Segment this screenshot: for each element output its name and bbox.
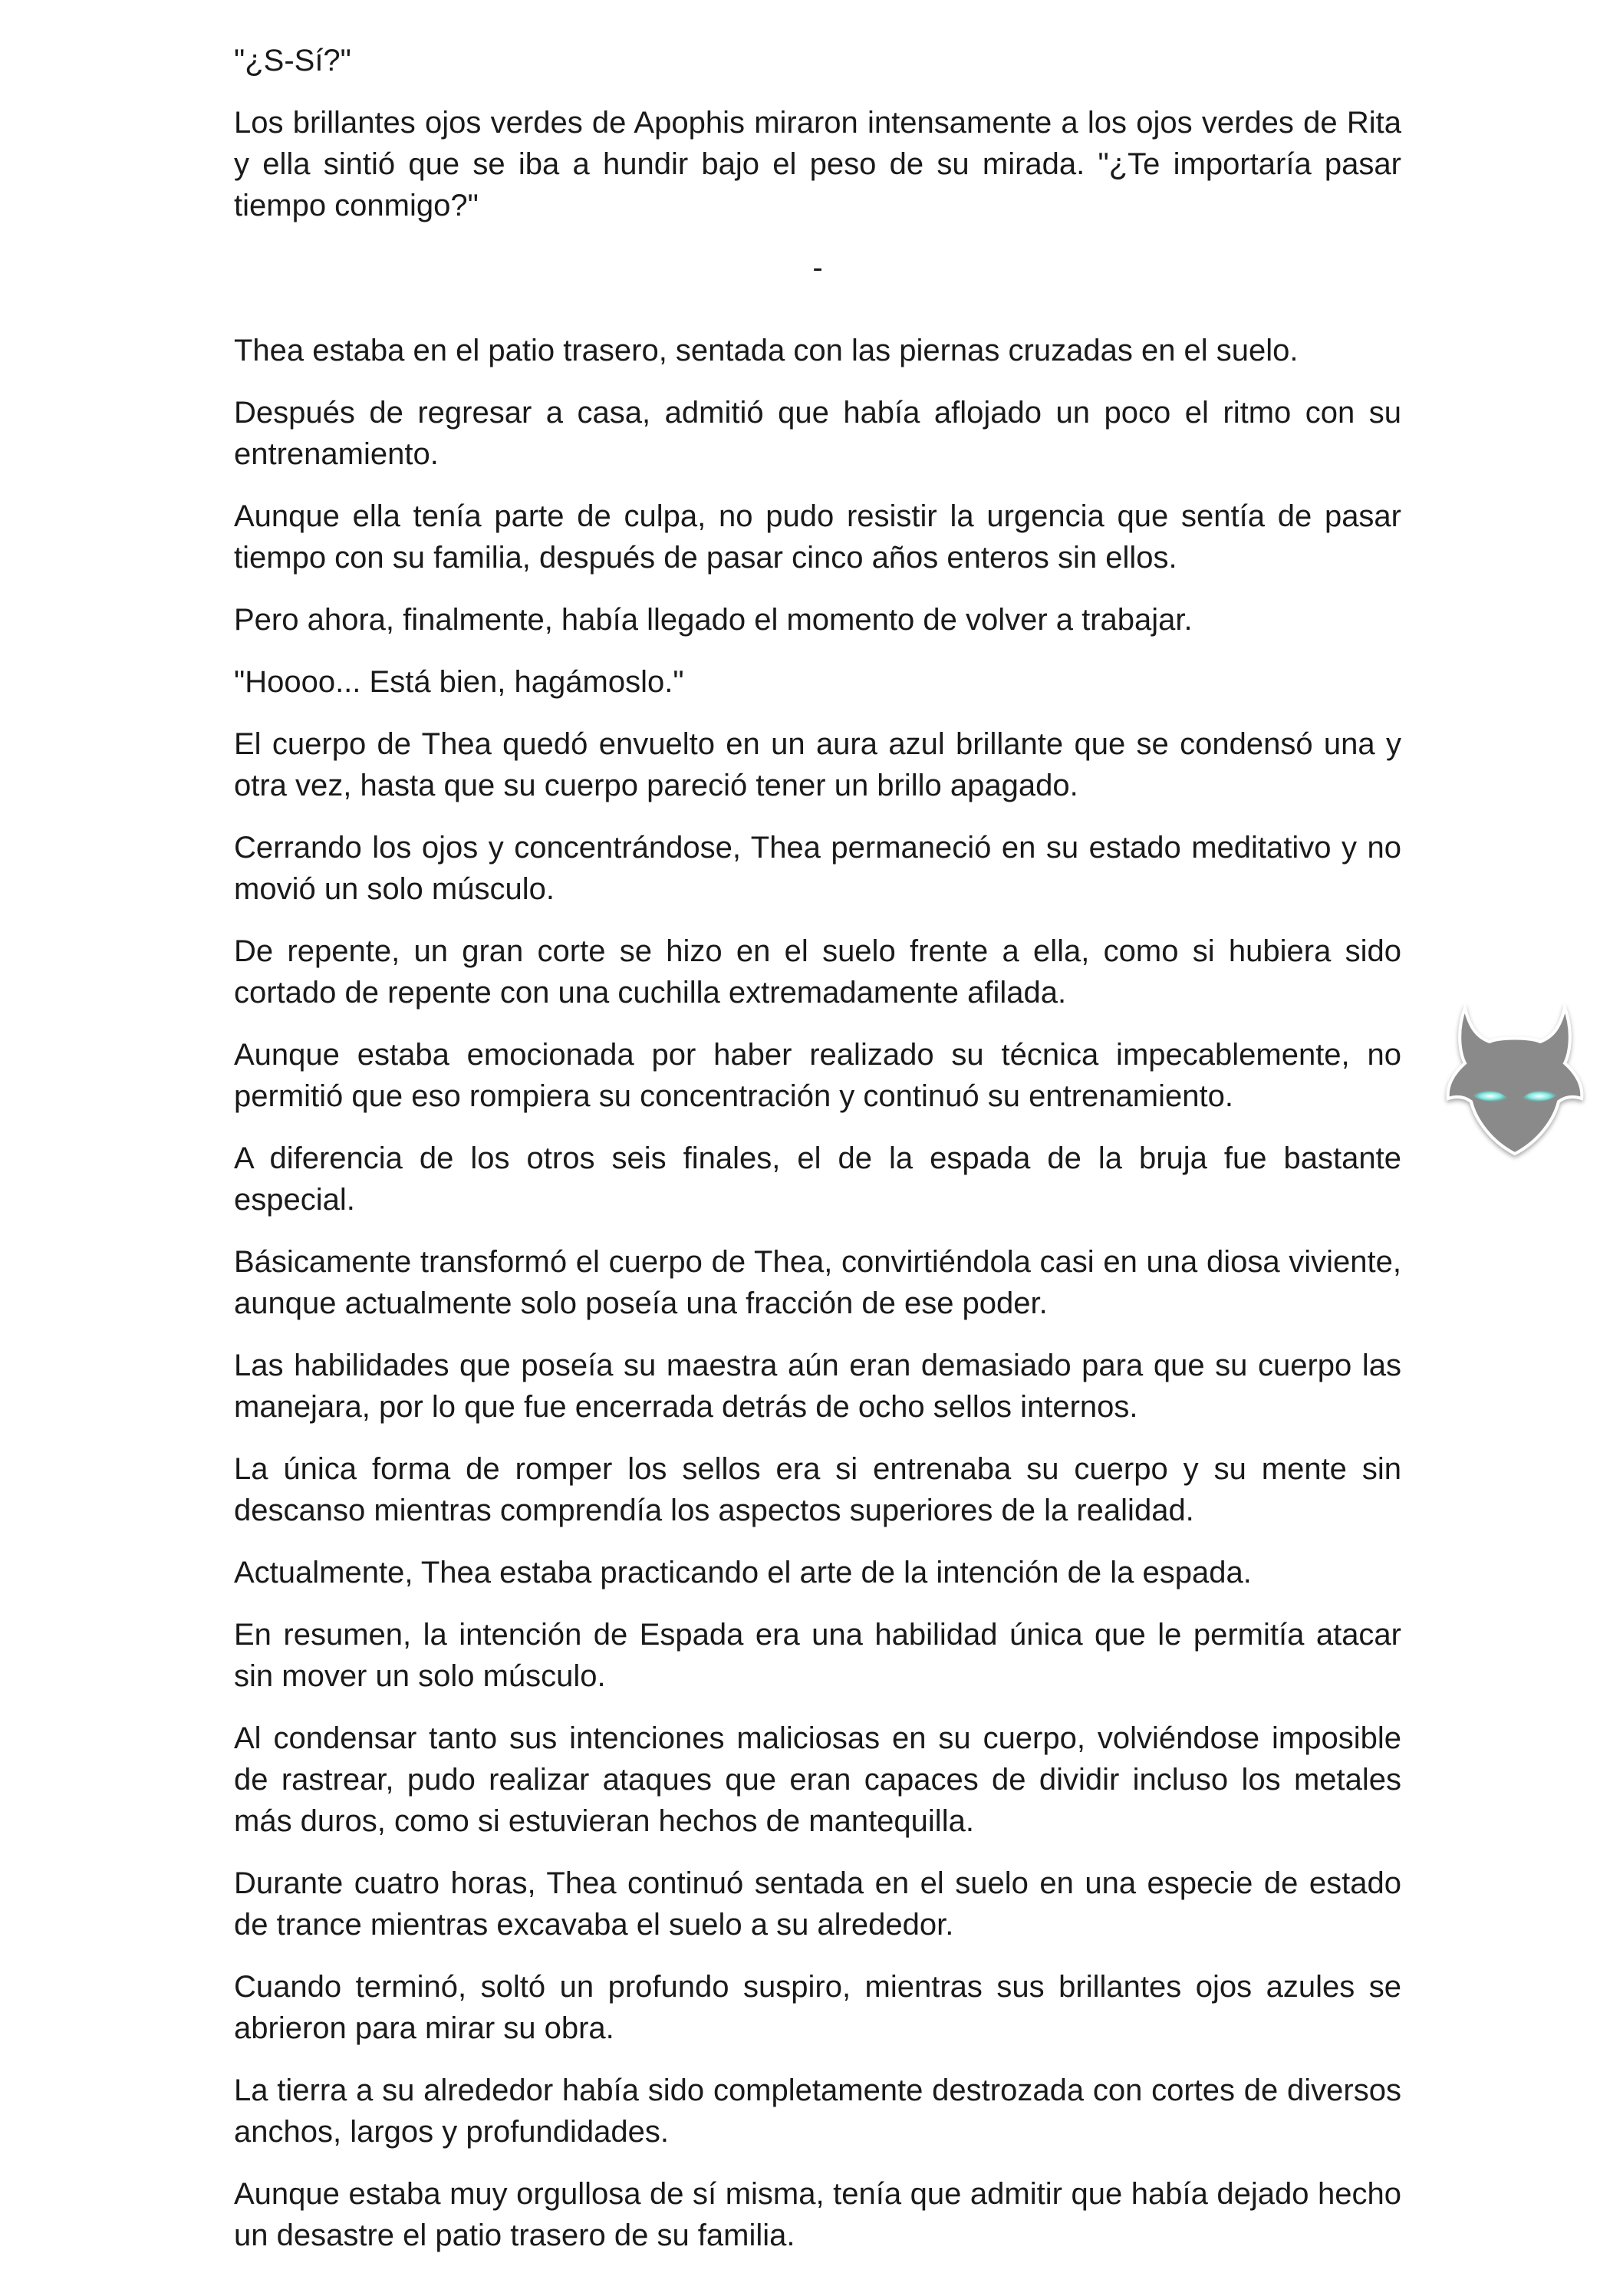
demon-head-icon [1442,997,1588,1166]
paragraph: Thea estaba en el patio trasero, sentada con las piernas cruzadas en el suelo. [234,334,1299,367]
demon-head-shape [1448,1008,1582,1154]
paragraph: Las habilidades que poseía su maestra aún eran demasiado para que su cuerpo las manejara, por lo que fue encerrada detrás de ocho sellos internos. [234,1349,1401,1424]
paragraph: Aunque ella tenía parte de culpa, no pudo resistir la urgencia que sentía de pasar tiempo con su familia, después de pasar cinco años enteros sin ellos. [234,499,1401,575]
paragraph: Al condensar tanto sus intenciones maliciosas en su cuerpo, volviéndose imposible de rastrear, pudo realizar ataques que eran capaces de dividir incluso los metales más duros, como si estuvieran hechos de mantequilla. [234,1721,1401,1838]
paragraph: A diferencia de los otros seis finales, el de la espada de la bruja fue bastante especial. [234,1141,1401,1217]
paragraph: El cuerpo de Thea quedó envuelto en un aura azul brillante que se condensó una y otra vez, hasta que su cuerpo pareció tener un brillo apagado. [234,727,1401,802]
paragraph: La tierra a su alrededor había sido completamente destrozada con cortes de diversos anchos, largos y profundidades. [234,2074,1401,2149]
paragraph: Básicamente transformó el cuerpo de Thea, convirtiéndola casi en una diosa viviente, aunque actualmente solo poseía una fracción de ese poder. [234,1245,1401,1320]
paragraph: Los brillantes ojos verdes de Apophis miraron intensamente a los ojos verdes de Rita y ella sintió que se iba a hundir bajo el peso de su mirada. "¿Te importaría pasar tiempo conmigo?" [234,106,1401,222]
paragraph: Aunque estaba emocionada por haber realizado su técnica impecablemente, no permitió que eso rompiera su concentración y continuó su entrenamiento. [234,1038,1401,1113]
paragraph: Aunque estaba muy orgullosa de sí misma, tenía que admitir que había dejado hecho un desastre el patio trasero de su familia. [234,2177,1401,2252]
paragraph: Actualmente, Thea estaba practicando el arte de la intención de la espada. [234,1556,1252,1589]
scene-separator: - [812,251,823,285]
paragraph: Cuando terminó, soltó un profundo suspiro, mientras sus brillantes ojos azules se abrieron para mirar su obra. [234,1970,1401,2045]
paragraph: De repente, un gran corte se hizo en el suelo frente a ella, como si hubiera sido cortado de repente con una cuchilla extremadamente afilada. [234,934,1401,1010]
dialogue-line: "¿S-Sí?" [234,44,351,77]
paragraph: En resumen, la intención de Espada era una habilidad única que le permitía atacar sin mover un solo músculo. [234,1618,1401,1693]
dialogue-line: "Hoooo... Está bien, hagámoslo." [234,665,684,699]
paragraph: Pero ahora, finalmente, había llegado el momento de volver a trabajar. [234,603,1193,637]
spacer [234,309,1401,330]
document-body [234,40,1401,2277]
watermark-logo [1442,997,1588,1166]
paragraph: Después de regresar a casa, admitió que había aflojado un poco el ritmo con su entrenamiento. [234,396,1401,471]
paragraph: Cerrando los ojos y concentrándose, Thea permaneció en su estado meditativo y no movió un solo músculo. [234,831,1401,906]
paragraph: Durante cuatro horas, Thea continuó sentada en el suelo en una especie de estado de trance mientras excavaba el suelo a su alrededor. [234,1866,1401,1942]
paragraph: La única forma de romper los sellos era si entrenaba su cuerpo y su mente sin descanso mientras comprendía los aspectos superiores de la realidad. [234,1452,1401,1527]
